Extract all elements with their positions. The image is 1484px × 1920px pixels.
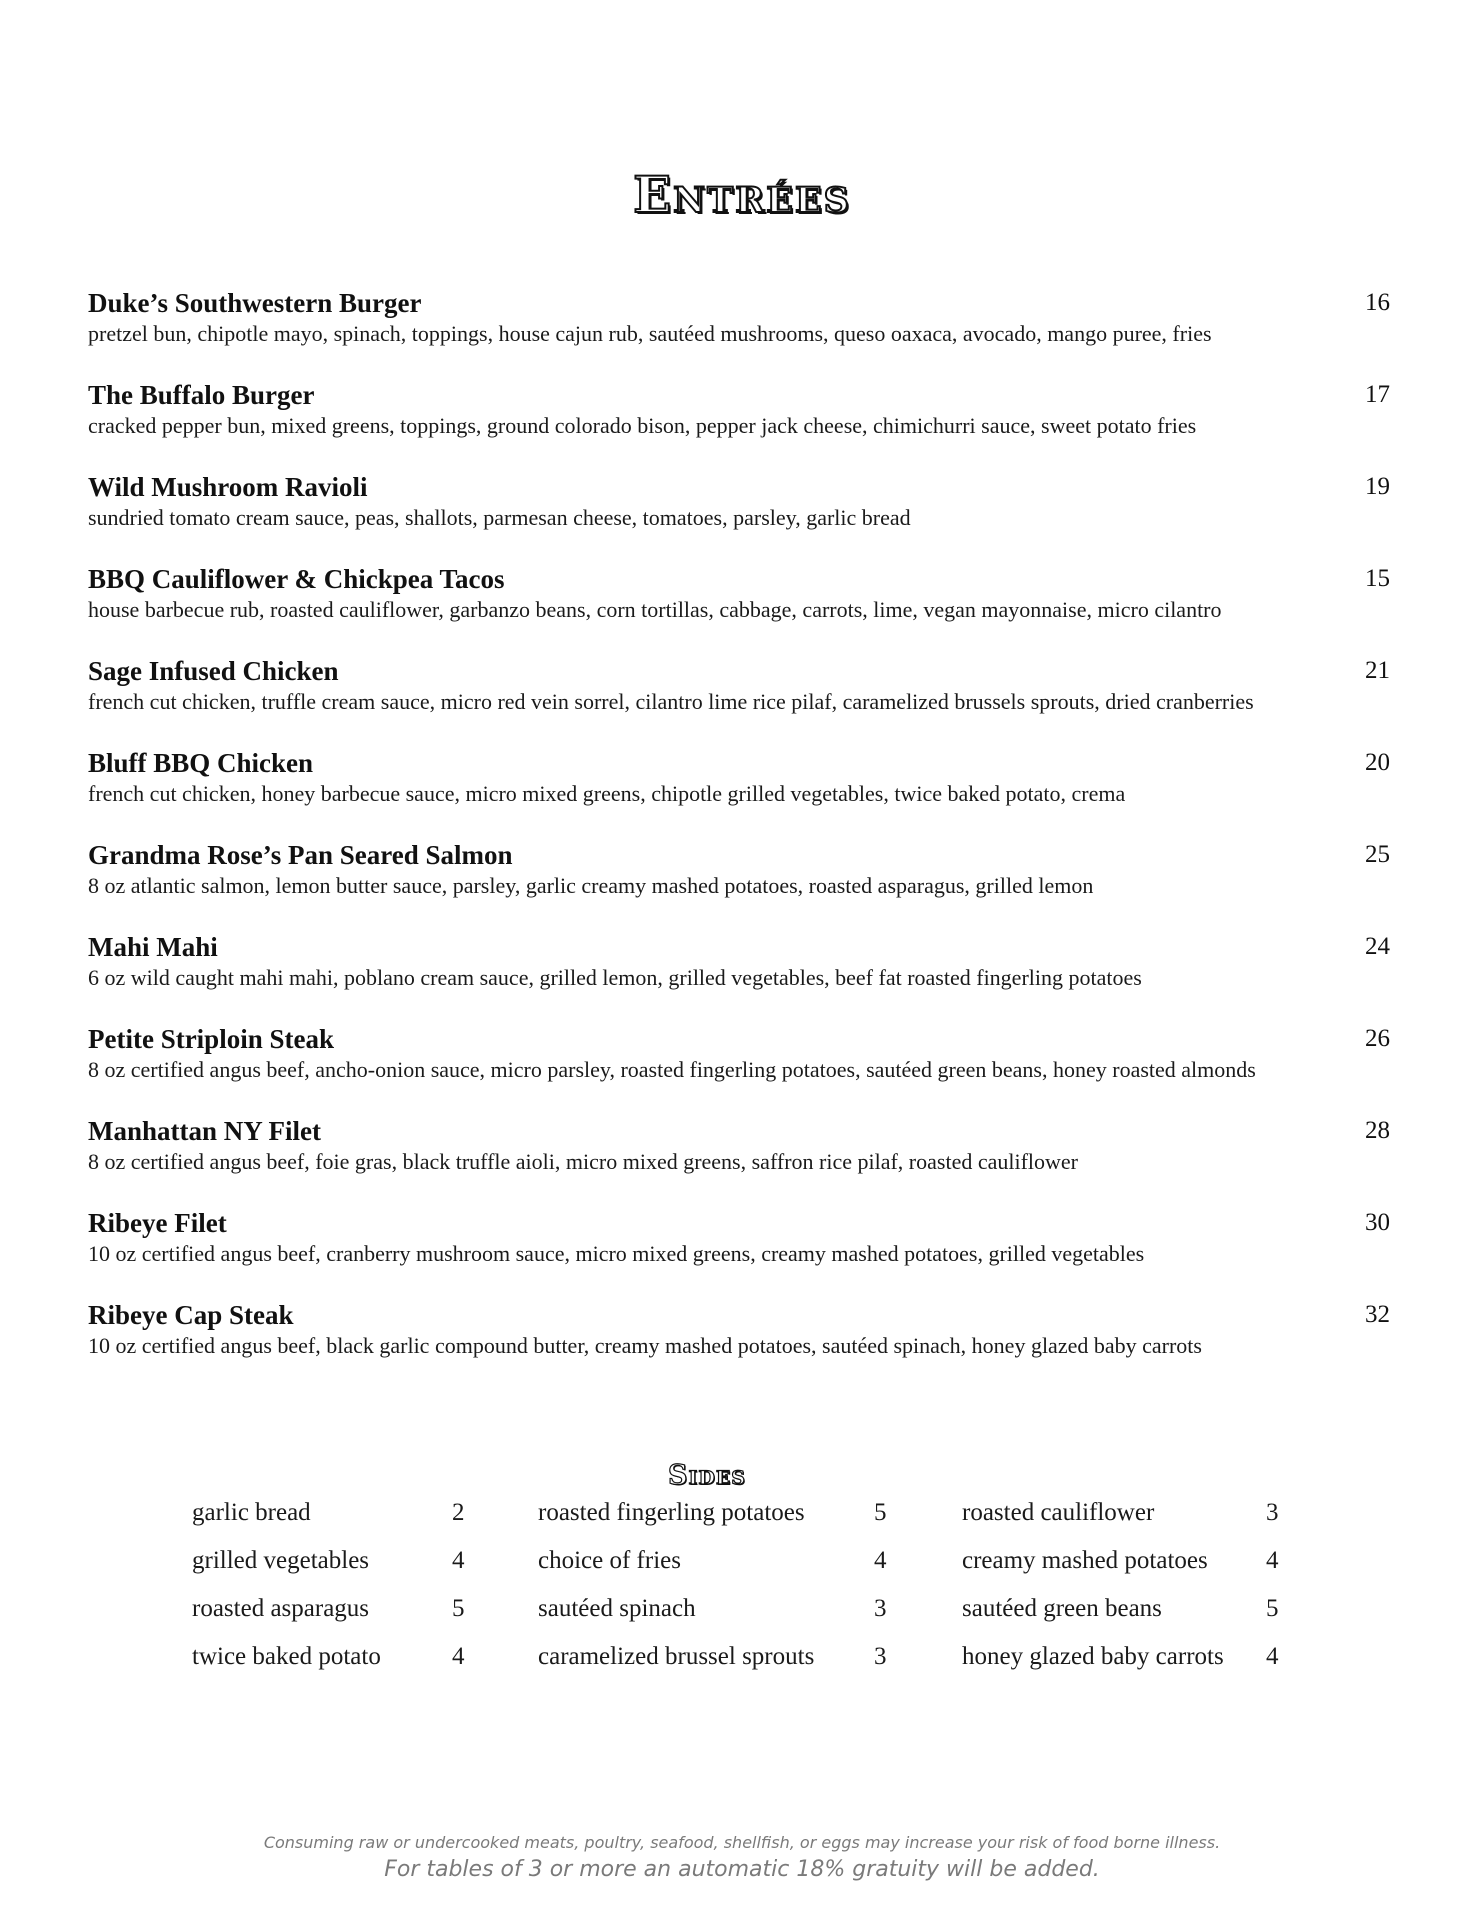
entree-price: 24 (1365, 933, 1390, 960)
sides-column-1 (192, 1496, 465, 1688)
side-item (962, 1544, 1279, 1592)
side-item (962, 1496, 1279, 1544)
entree-name: Duke’s Southwestern Burger (88, 288, 422, 318)
entree-description: 6 oz wild caught mahi mahi, poblano cream sauce, grilled lemon, grilled vegetables, beef fat roasted fingerling potatoes (88, 965, 1142, 990)
entree-name: Manhattan NY Filet (88, 1116, 321, 1146)
entree-price: 28 (1365, 1117, 1390, 1144)
sides-column-3 (962, 1496, 1279, 1688)
entree-price: 32 (1365, 1301, 1390, 1328)
entree-price: 25 (1365, 841, 1390, 868)
side-item (192, 1496, 465, 1544)
entree-item (88, 746, 1388, 838)
side-price: 4 (1266, 1643, 1279, 1670)
side-name: sautéed green beans (962, 1595, 1162, 1622)
side-name: roasted cauliflower (962, 1499, 1155, 1526)
entree-description: cracked pepper bun, mixed greens, toppings, ground colorado bison, pepper jack cheese, chimichurri sauce, sweet potato fries (88, 413, 1197, 438)
side-item (538, 1592, 887, 1640)
side-price: 5 (1266, 1595, 1279, 1622)
entree-name: Ribeye Filet (88, 1208, 227, 1238)
entree-description: 8 oz certified angus beef, ancho-onion sauce, micro parsley, roasted fingerling potatoes, sautéed green beans, honey roasted almonds (88, 1057, 1256, 1082)
entree-price: 15 (1365, 565, 1390, 592)
side-price: 3 (1266, 1499, 1279, 1526)
food-safety-warning: Consuming raw or undercooked meats, poultry, seafood, shellfish, or eggs may increase your risk of food borne illness. (263, 1833, 1221, 1852)
entree-description: 10 oz certified angus beef, cranberry mushroom sauce, micro mixed greens, creamy mashed potatoes, grilled vegetables (88, 1241, 1145, 1266)
entree-list (88, 286, 1388, 1390)
sides-title: Sides (667, 1460, 747, 1491)
side-name: roasted fingerling potatoes (538, 1499, 805, 1526)
entree-name: Grandma Rose’s Pan Seared Salmon (88, 840, 513, 870)
entree-item (88, 562, 1388, 654)
entree-price: 19 (1365, 473, 1390, 500)
entree-name: BBQ Cauliflower & Chickpea Tacos (88, 564, 505, 594)
gratuity-notice: For tables of 3 or more an automatic 18% gratuity will be added. (384, 1857, 1100, 1882)
entree-price: 30 (1365, 1209, 1390, 1236)
entree-description: french cut chicken, honey barbecue sauce, micro mixed greens, chipotle grilled vegetables, twice baked potato, crema (88, 781, 1126, 806)
entree-item (88, 470, 1388, 562)
side-name: grilled vegetables (192, 1547, 370, 1574)
entree-price: 20 (1365, 749, 1390, 776)
side-item (962, 1592, 1279, 1640)
entree-name: Bluff BBQ Chicken (88, 748, 314, 778)
side-name: twice baked potato (192, 1643, 381, 1670)
entree-item (88, 1206, 1388, 1298)
side-name: honey glazed baby carrots (962, 1643, 1224, 1670)
side-item (192, 1592, 465, 1640)
entree-price: 21 (1365, 657, 1390, 684)
side-price: 2 (452, 1499, 465, 1526)
side-price: 5 (452, 1595, 465, 1622)
entree-description: house barbecue rub, roasted cauliflower, garbanzo beans, corn tortillas, cabbage, carrots, lime, vegan mayonnaise, micro cilantro (88, 597, 1222, 622)
entree-price: 26 (1365, 1025, 1390, 1052)
entree-description: 8 oz atlantic salmon, lemon butter sauce, parsley, garlic creamy mashed potatoes, roasted asparagus, grilled lemon (88, 873, 1094, 898)
side-item (192, 1640, 465, 1688)
entree-item (88, 1022, 1388, 1114)
side-price: 4 (874, 1547, 887, 1574)
side-price: 3 (874, 1595, 887, 1622)
side-price: 4 (1266, 1547, 1279, 1574)
side-item (538, 1640, 887, 1688)
side-name: garlic bread (192, 1499, 311, 1526)
side-name: caramelized brussel sprouts (538, 1643, 815, 1670)
entree-item (88, 1114, 1388, 1206)
entree-item (88, 286, 1388, 378)
side-name: creamy mashed potatoes (962, 1547, 1208, 1574)
page-title: Entrées (633, 165, 851, 224)
side-name: choice of fries (538, 1547, 681, 1574)
side-item (192, 1544, 465, 1592)
entree-item (88, 1298, 1388, 1390)
entree-description: 10 oz certified angus beef, black garlic compound butter, creamy mashed potatoes, sautéed spinach, honey glazed baby carrots (88, 1333, 1202, 1358)
entree-name: The Buffalo Burger (88, 380, 315, 410)
entree-name: Mahi Mahi (88, 932, 218, 962)
side-item (538, 1496, 887, 1544)
entree-description: pretzel bun, chipotle mayo, spinach, toppings, house cajun rub, sautéed mushrooms, queso oaxaca, avocado, mango puree, fries (88, 321, 1212, 346)
entree-item (88, 838, 1388, 930)
side-price: 4 (452, 1547, 465, 1574)
entree-description: sundried tomato cream sauce, peas, shallots, parmesan cheese, tomatoes, parsley, garlic bread (88, 505, 911, 530)
entree-name: Wild Mushroom Ravioli (88, 472, 368, 502)
side-item (962, 1640, 1279, 1688)
entree-price: 17 (1365, 381, 1390, 408)
side-name: roasted asparagus (192, 1595, 370, 1622)
side-price: 4 (452, 1643, 465, 1670)
entree-description: french cut chicken, truffle cream sauce, micro red vein sorrel, cilantro lime rice pilaf, caramelized brussels sprouts, dried cranberries (88, 689, 1254, 714)
side-name: sautéed spinach (538, 1595, 696, 1622)
entree-description: 8 oz certified angus beef, foie gras, black truffle aioli, micro mixed greens, saffron rice pilaf, roasted cauliflower (88, 1149, 1079, 1174)
entree-name: Sage Infused Chicken (88, 656, 339, 686)
side-price: 3 (874, 1643, 887, 1670)
entree-name: Ribeye Cap Steak (88, 1300, 294, 1330)
entree-item (88, 378, 1388, 470)
entree-item (88, 654, 1388, 746)
entree-price: 16 (1365, 289, 1390, 316)
entree-name: Petite Striploin Steak (88, 1024, 334, 1054)
side-price: 5 (874, 1499, 887, 1526)
side-item (538, 1544, 887, 1592)
sides-column-2 (538, 1496, 887, 1688)
entree-item (88, 930, 1388, 1022)
